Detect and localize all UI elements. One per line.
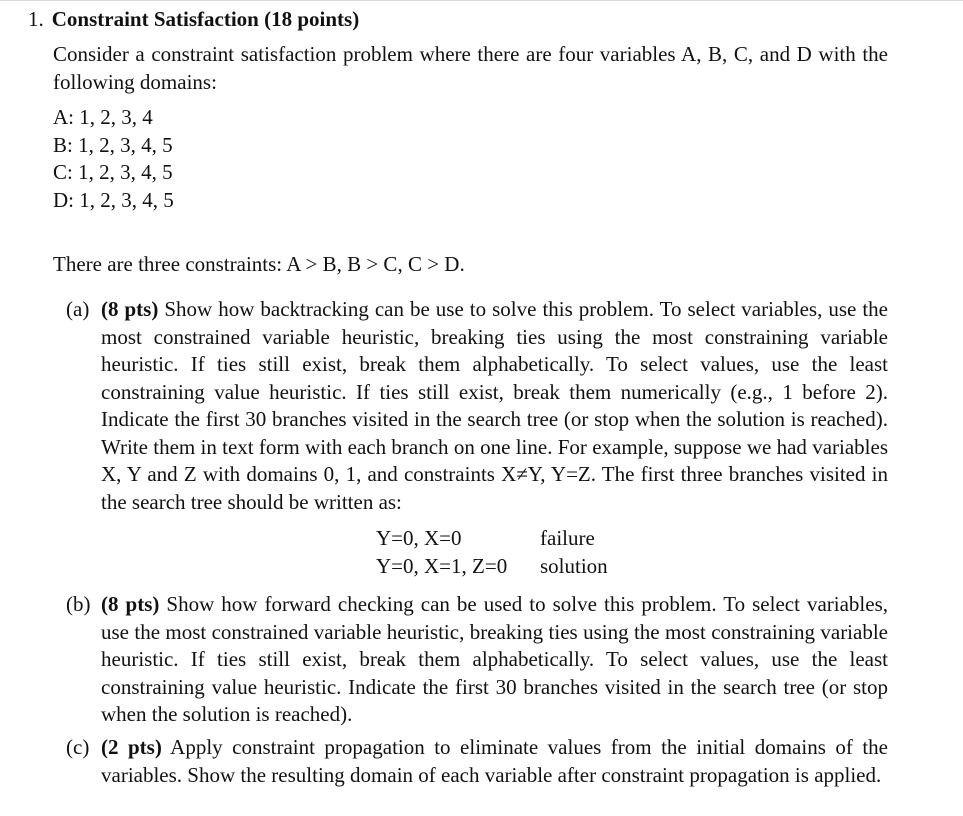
part-b-body	[101, 591, 888, 729]
part-b-text: Show how forward checking can be used to solve this problem. To select variables, use the most constrained variable heuristic, breaking ties using the most constraining variable heuristic. If ties still exist, break them alphabetically. To select values, use the least constraining value heuristic. Indicate the first 30 branches visited in the search tree (or stop when the solution is reached).	[101, 592, 888, 726]
part-b	[66, 591, 888, 729]
part-c-text: Apply constraint propagation to eliminate values from the initial domains of the variables. Show the resulting domain of each variable after constraint propagation is applied.	[101, 735, 888, 787]
example-assignment: Y=0, X=0	[376, 526, 462, 550]
question-header	[28, 6, 359, 34]
example-row	[376, 553, 608, 581]
part-c-label: (c)	[66, 735, 90, 759]
part-b-points: (8 pts)	[101, 592, 160, 616]
example-row	[376, 525, 608, 553]
question-number: 1.	[28, 7, 44, 31]
top-divider	[0, 0, 963, 1]
part-b-label: (b)	[66, 592, 91, 616]
part-c-body	[101, 734, 888, 789]
part-a-points: (8 pts)	[101, 297, 159, 321]
part-a	[66, 296, 888, 516]
question-intro: Consider a constraint satisfaction problem where there are four variables A, B, C, and D with the following domains:	[53, 42, 888, 94]
example-assignment: Y=0, X=1, Z=0	[376, 554, 508, 578]
question-title: Constraint Satisfaction (18 points)	[51, 7, 360, 31]
part-c-points: (2 pts)	[101, 735, 162, 759]
domain-list	[53, 104, 174, 214]
domain-b: B: 1, 2, 3, 4, 5	[53, 132, 173, 157]
example-result: failure	[540, 526, 595, 550]
example-result: solution	[540, 554, 608, 578]
part-c	[66, 734, 888, 789]
domain-a: A: 1, 2, 3, 4	[53, 105, 153, 129]
domain-d: D: 1, 2, 3, 4, 5	[53, 187, 174, 212]
part-a-text: Show how backtracking can be use to solve this problem. To select variables, use the most constrained variable heuristic, breaking ties using the most constraining variable heuristic. If ties still exist, break them alphabetically. To select values, use the least constraining value heuristic. If ties still exist, break them numerically (e.g., 1 before 2). Indicate the first 30 branches visited in the search tree (or stop when the solution is reached). Write them in text form with each branch on one line. For example, suppose we had variables X, Y and Z with domains 0, 1, and constraints X≠Y, Y=Z. The first three branches visited in the search tree should be written as:	[101, 297, 889, 514]
domain-c: C: 1, 2, 3, 4, 5	[53, 160, 173, 184]
example-branches	[376, 525, 608, 581]
part-a-label: (a)	[66, 297, 90, 321]
constraints-statement: There are three constraints: A > B, B > C, C > D.	[53, 252, 465, 276]
part-a-body	[101, 296, 888, 516]
